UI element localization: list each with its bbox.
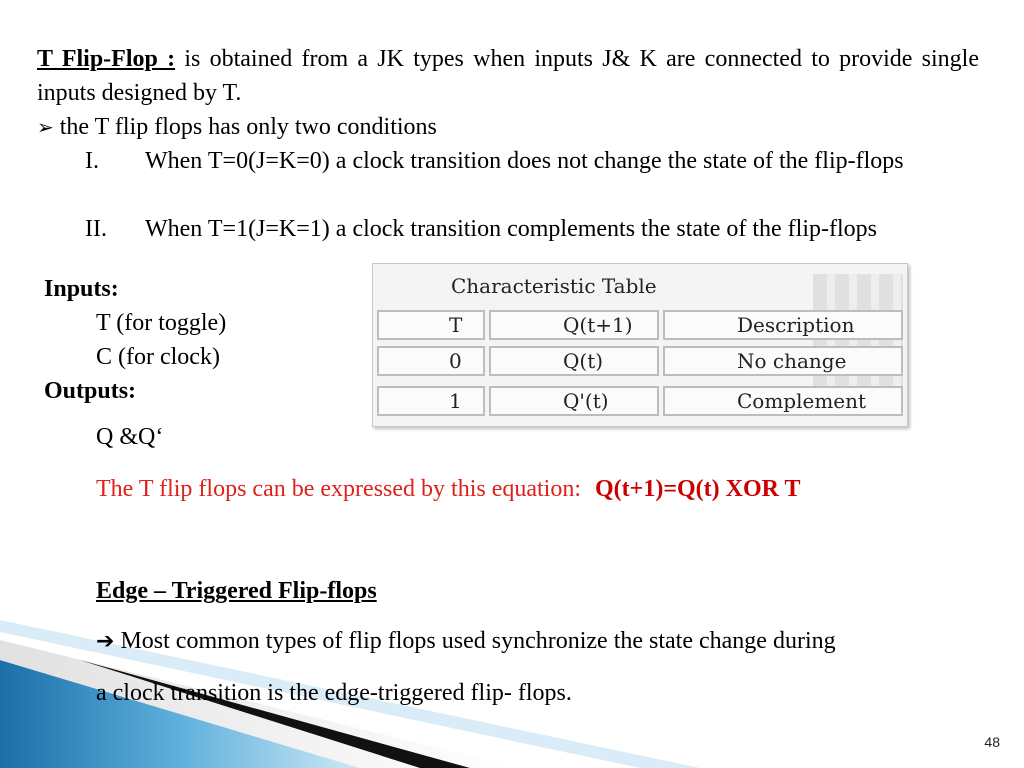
equation-text: The T flip flops can be expressed by this equation: — [96, 476, 582, 502]
equation-formula: Q(t+1)=Q(t) XOR T — [595, 476, 801, 502]
table-header-cell: Q(t+1) — [489, 310, 659, 340]
intro-paragraph — [37, 42, 979, 110]
condition-text: When T=0(J=K=0) a clock transition does not change the state of the flip-flops — [145, 148, 904, 174]
condition-item — [85, 144, 980, 178]
equation-line — [96, 472, 801, 506]
table-cell: 0 — [377, 346, 485, 376]
table-cell: No change — [663, 346, 903, 376]
right-arrow-icon: ➔ — [96, 629, 115, 654]
edge-line-1 — [96, 624, 836, 659]
bullet-text: the T flip flops has only two conditions — [59, 114, 437, 140]
intro-text: is obtained from a JK types when inputs J& K are connected to provide single inputs designed by T. — [37, 46, 979, 106]
characteristic-table — [372, 263, 908, 427]
outputs-value: Q &Q‘ — [96, 424, 164, 450]
page-number: 48 — [984, 734, 1000, 750]
table-header-cell: Description — [663, 310, 903, 340]
inputs-heading: Inputs: — [44, 276, 119, 302]
input-item-c: C (for clock) — [96, 344, 220, 370]
outputs-heading: Outputs: — [44, 378, 137, 404]
arrow-bullet-icon: ➢ — [37, 115, 54, 139]
table-cell: 1 — [377, 386, 485, 416]
condition-number: II. — [85, 216, 107, 242]
input-item-t: T (for toggle) — [96, 310, 227, 336]
edge-heading: Edge – Triggered Flip-flops — [96, 578, 377, 604]
table-cell: Q(t) — [489, 346, 659, 376]
condition-text: When T=1(J=K=1) a clock transition complements the state of the flip-flops — [145, 216, 877, 242]
condition-item — [85, 212, 980, 246]
table-cell: Complement — [663, 386, 903, 416]
edge-text-1: Most common types of flip flops used synchronize the state change during — [114, 628, 836, 654]
table-header-cell: T — [377, 310, 485, 340]
condition-number: I. — [85, 148, 99, 174]
table-cell: Q'(t) — [489, 386, 659, 416]
t-flipflop-term: T Flip-Flop : — [37, 46, 176, 72]
edge-line-2: a clock transition is the edge-triggered flip- flops. — [96, 680, 572, 706]
table-title: Characteristic Table — [451, 274, 657, 298]
bullet-line — [37, 110, 437, 144]
